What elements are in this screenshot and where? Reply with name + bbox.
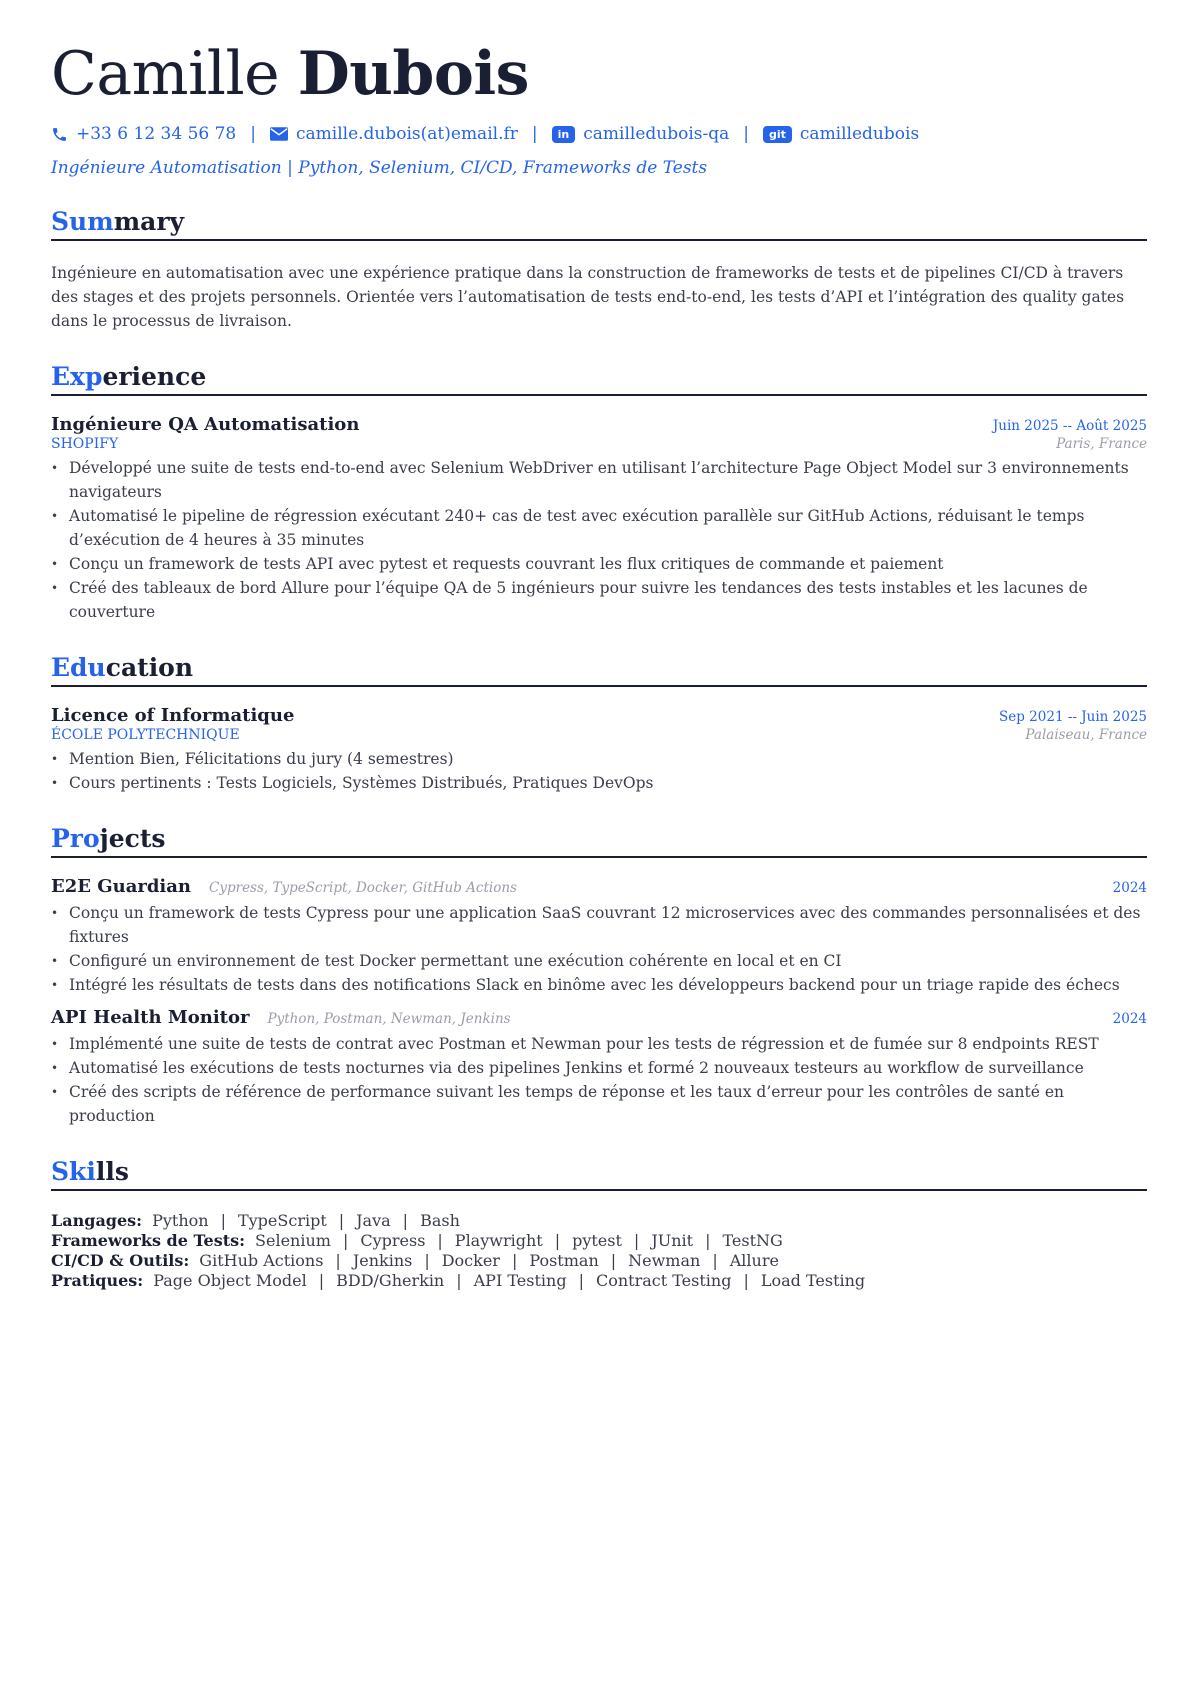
skill-separator: | bbox=[342, 1231, 349, 1250]
skill-item: JUnit bbox=[651, 1231, 694, 1250]
skill-item: Docker bbox=[441, 1251, 500, 1270]
list-item: • Conçu un framework de tests Cypress pour une application SaaS couvrant 12 microservices avec des commandes personnalisées et des fixtures bbox=[69, 901, 1147, 949]
skill-row bbox=[51, 1271, 1147, 1291]
list-item: • Créé des scripts de référence de performance suivant les temps de réponse et les taux d’erreur pour les contrôles de santé en production bbox=[69, 1080, 1147, 1128]
contact-bar bbox=[51, 122, 1147, 146]
list-item: • Mention Bien, Félicitations du jury (4 semestres) bbox=[69, 747, 1147, 771]
list-item: • Intégré les résultats de tests dans des notifications Slack en binôme avec les développeurs backend pour un triage rapide des échecs bbox=[69, 973, 1147, 997]
contact-separator: | bbox=[531, 124, 538, 144]
skill-label: Frameworks de Tests: bbox=[51, 1231, 246, 1250]
linkedin-badge: in bbox=[552, 126, 576, 143]
skill-item: TestNG bbox=[722, 1231, 783, 1250]
skill-separator: | bbox=[705, 1231, 711, 1250]
job-title: Ingénieure QA Automatisation bbox=[51, 414, 360, 435]
skill-separator: | bbox=[318, 1271, 325, 1290]
skill-item: Python bbox=[152, 1211, 209, 1230]
skills-list bbox=[51, 1211, 1147, 1291]
skill-item: Contract Testing bbox=[595, 1271, 732, 1290]
skill-separator: | bbox=[402, 1211, 409, 1230]
linkedin-text: camilledubois-qa bbox=[583, 124, 730, 144]
skill-separator: | bbox=[220, 1211, 226, 1230]
job-bullets bbox=[51, 456, 1147, 624]
skill-item: Page Object Model bbox=[153, 1271, 307, 1290]
skill-row bbox=[51, 1251, 1147, 1271]
first-name: Camille bbox=[51, 39, 280, 109]
project-tech: Cypress, TypeScript, Docker, GitHub Actions bbox=[209, 880, 517, 896]
education-entry bbox=[51, 705, 1147, 795]
list-item: • Configuré un environnement de test Docker permettant une exécution cohérente en local et en CI bbox=[69, 949, 1147, 973]
skill-item: Newman bbox=[628, 1251, 701, 1270]
skill-label: CI/CD & Outils: bbox=[51, 1251, 190, 1270]
skill-separator: | bbox=[633, 1231, 640, 1250]
contact-separator: | bbox=[743, 124, 749, 144]
education-dates: Sep 2021 -- Juin 2025 bbox=[999, 709, 1147, 725]
education-bullets bbox=[51, 747, 1147, 795]
project-year: 2024 bbox=[1112, 880, 1147, 896]
list-item: • Automatisé les exécutions de tests nocturnes via des pipelines Jenkins et formé 2 nouveaux testeurs au workflow de surveillance bbox=[69, 1056, 1147, 1080]
skill-separator: | bbox=[712, 1251, 718, 1270]
phone-icon bbox=[51, 126, 68, 143]
skill-item: Bash bbox=[420, 1211, 460, 1230]
skill-label: Langages: bbox=[51, 1211, 143, 1230]
project-title: E2E Guardian bbox=[51, 876, 192, 897]
school-location: Palaiseau, France bbox=[1025, 727, 1147, 743]
github-badge: git bbox=[763, 126, 792, 143]
skill-separator: | bbox=[437, 1231, 443, 1250]
project-tech: Python, Postman, Newman, Jenkins bbox=[267, 1011, 511, 1027]
section-title-projects: Projects bbox=[51, 823, 1147, 858]
skill-item: Load Testing bbox=[760, 1271, 866, 1290]
contact-email[interactable] bbox=[270, 124, 518, 144]
skill-item: Cypress bbox=[360, 1231, 426, 1250]
skill-separator: | bbox=[424, 1251, 430, 1270]
skill-item: Postman bbox=[529, 1251, 599, 1270]
project-year: 2024 bbox=[1112, 1011, 1147, 1027]
list-item: • Cours pertinents : Tests Logiciels, Systèmes Distribués, Pratiques DevOps bbox=[69, 771, 1147, 795]
project-bullets bbox=[51, 901, 1147, 997]
envelope-icon bbox=[270, 127, 288, 141]
skill-item: TypeScript bbox=[237, 1211, 327, 1230]
skill-row bbox=[51, 1231, 1147, 1251]
skill-label: Pratiques: bbox=[51, 1271, 144, 1290]
job-dates: Juin 2025 -- Août 2025 bbox=[992, 418, 1147, 434]
skill-separator: | bbox=[338, 1211, 345, 1230]
last-name: Dubois bbox=[297, 39, 529, 109]
skill-item: Playwright bbox=[454, 1231, 543, 1250]
list-item: • Automatisé le pipeline de régression exécutant 240+ cas de test avec exécution parallèle sur GitHub Actions, réduisant le temps d’exécution de 4 heures à 35 minutes bbox=[69, 504, 1147, 552]
skill-item: Jenkins bbox=[352, 1251, 413, 1270]
headline: Ingénieure Automatisation | Python, Selenium, CI/CD, Frameworks de Tests bbox=[51, 158, 708, 178]
candidate-name bbox=[51, 36, 1147, 112]
skill-item: GitHub Actions bbox=[199, 1251, 324, 1270]
skill-separator: | bbox=[610, 1251, 617, 1270]
project-bullets bbox=[51, 1032, 1147, 1128]
company-name: SHOPIFY bbox=[51, 436, 119, 452]
skill-item: pytest bbox=[572, 1231, 622, 1250]
list-item: • Créé des tableaux de bord Allure pour l’équipe QA de 5 ingénieurs pour suivre les tendances des tests instables et les lacunes de couverture bbox=[69, 576, 1147, 624]
job-location: Paris, France bbox=[1056, 436, 1147, 452]
skill-separator: | bbox=[578, 1271, 584, 1290]
skill-item: Selenium bbox=[255, 1231, 331, 1250]
list-item: • Développé une suite de tests end-to-end avec Selenium WebDriver en utilisant l’architecture Page Object Model sur 3 environnements navigateurs bbox=[69, 456, 1147, 504]
section-title-experience: Experience bbox=[51, 361, 1147, 396]
skill-row bbox=[51, 1211, 1147, 1231]
skill-separator: | bbox=[335, 1251, 341, 1270]
skill-separator: | bbox=[456, 1271, 462, 1290]
skill-item: Java bbox=[356, 1211, 391, 1230]
skill-separator: | bbox=[554, 1231, 561, 1250]
skill-separator: | bbox=[511, 1251, 518, 1270]
degree-title: Licence of Informatique bbox=[51, 705, 295, 726]
project-entry bbox=[51, 876, 1147, 997]
project-entry bbox=[51, 1007, 1147, 1128]
experience-entry bbox=[51, 414, 1147, 624]
contact-phone[interactable] bbox=[51, 124, 236, 144]
list-item: • Conçu un framework de tests API avec pytest et requests couvrant les flux critiques de commande et paiement bbox=[69, 552, 1147, 576]
skill-item: Allure bbox=[729, 1251, 779, 1270]
school-name: ÉCOLE POLYTECHNIQUE bbox=[51, 727, 240, 743]
contact-linkedin[interactable] bbox=[552, 124, 730, 144]
summary-text: Ingénieure en automatisation avec une expérience pratique dans la construction de frameworks de tests et de pipelines CI/CD à travers des stages et des projets personnels. Orientée vers l’automatisation de tests end-to-end, les tests d’API et l’intégration des quality gates dans le processus de livraison. bbox=[51, 264, 1125, 330]
linkedin-icon bbox=[552, 126, 576, 143]
section-title-skills: Skills bbox=[51, 1156, 1147, 1191]
skill-separator: | bbox=[743, 1271, 749, 1290]
phone-text: +33 6 12 34 56 78 bbox=[76, 124, 237, 144]
email-text: camille.dubois(at)email.fr bbox=[295, 124, 518, 144]
section-title-education: Education bbox=[51, 652, 1147, 687]
section-title-summary: Summary bbox=[51, 206, 1147, 241]
github-icon bbox=[763, 126, 792, 143]
skill-item: API Testing bbox=[473, 1271, 567, 1290]
contact-separator: | bbox=[250, 124, 256, 144]
project-title: API Health Monitor bbox=[51, 1007, 250, 1028]
github-text: camilledubois bbox=[799, 124, 920, 144]
contact-github[interactable] bbox=[763, 124, 919, 144]
skill-item: BDD/Gherkin bbox=[336, 1271, 445, 1290]
list-item: • Implémenté une suite de tests de contrat avec Postman et Newman pour les tests de régression et de fumée sur 8 endpoints REST bbox=[69, 1032, 1147, 1056]
